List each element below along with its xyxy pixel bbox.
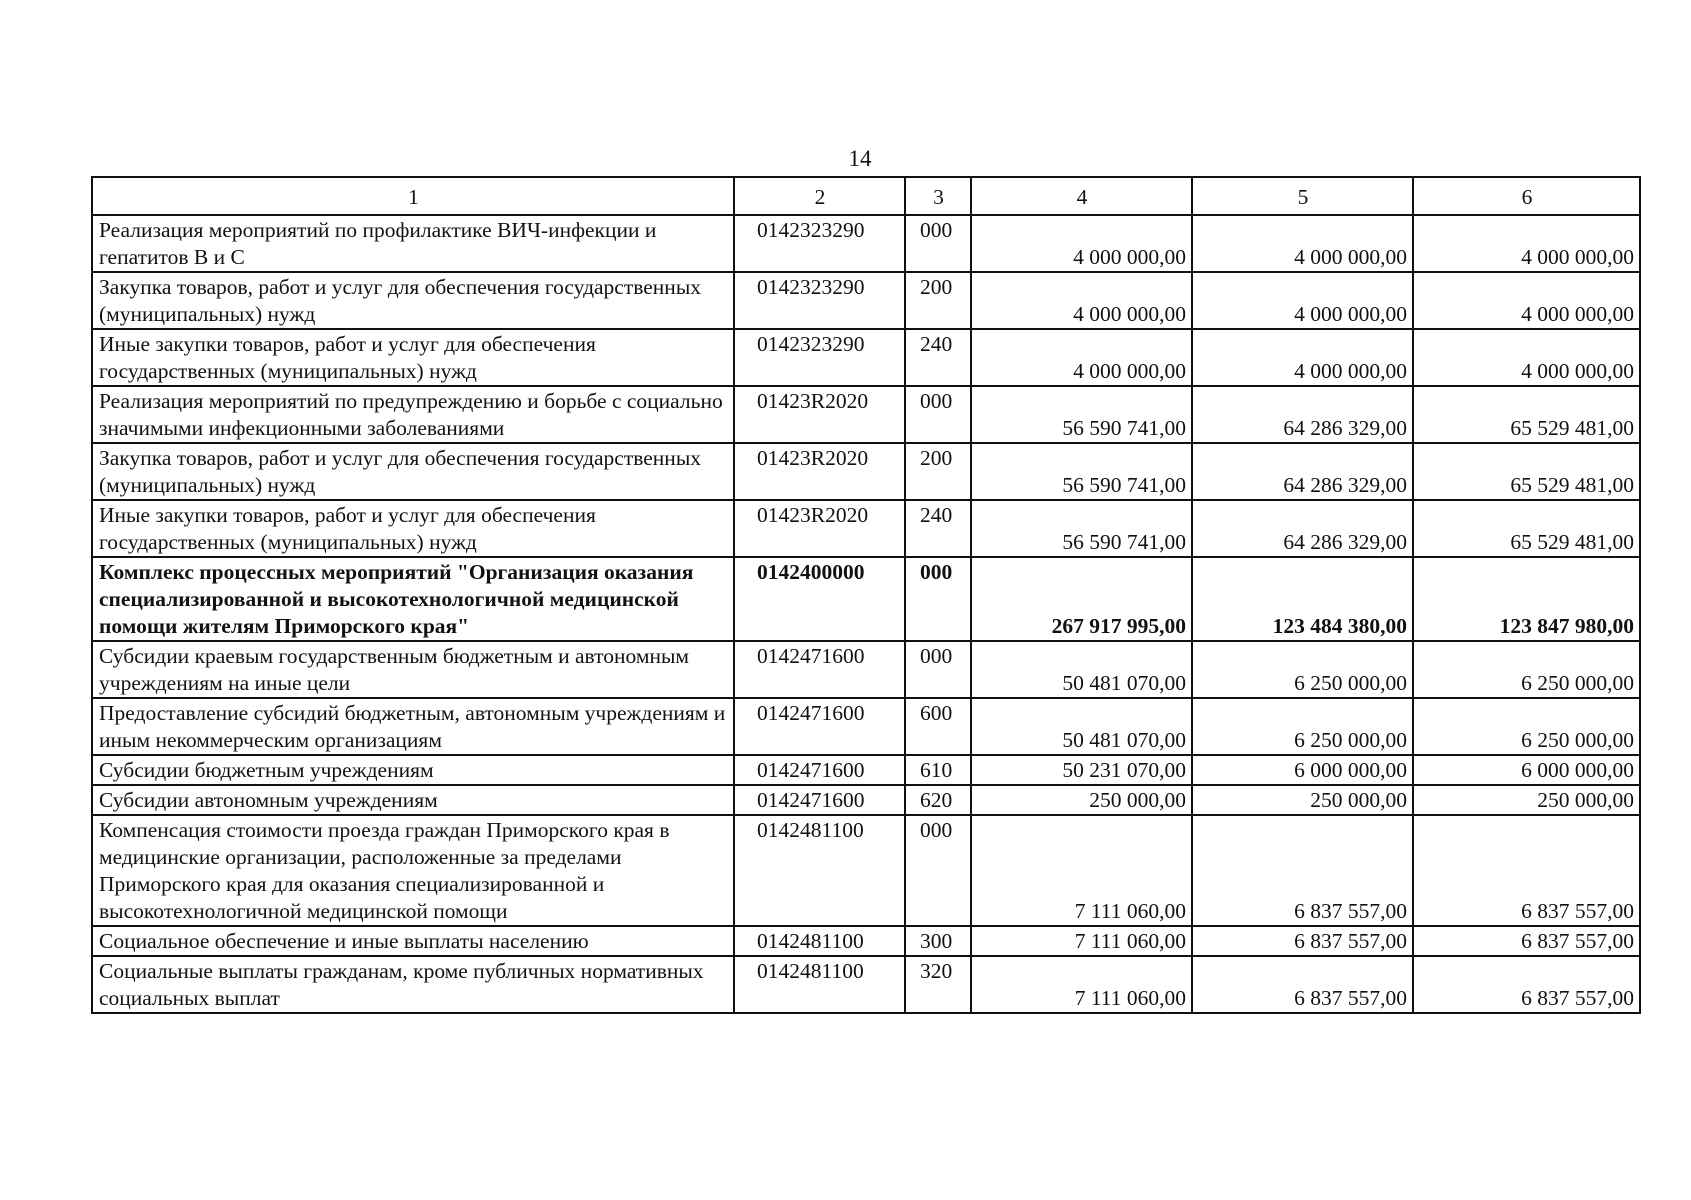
row-value-2025-cell: 4 000 000,00 — [1413, 329, 1640, 386]
row-value-2023-cell: 56 590 741,00 — [971, 500, 1192, 557]
row-value-2024-cell: 6 250 000,00 — [1192, 698, 1413, 755]
row-code-cell: 0142323290 — [734, 272, 905, 329]
header-col-5: 5 — [1192, 177, 1413, 215]
row-type-cell: 200 — [905, 443, 971, 500]
table-row — [92, 956, 1640, 1013]
row-value-2024-cell: 64 286 329,00 — [1192, 500, 1413, 557]
row-value-2025-cell: 6 250 000,00 — [1413, 698, 1640, 755]
table-row — [92, 815, 1640, 926]
row-value-2024-cell: 64 286 329,00 — [1192, 386, 1413, 443]
row-type-cell: 000 — [905, 815, 971, 926]
row-value-2023-cell: 250 000,00 — [971, 785, 1192, 815]
row-name-cell: Иные закупки товаров, работ и услуг для обеспечения государственных (муниципальных) нужд — [92, 500, 734, 557]
row-type-cell: 000 — [905, 386, 971, 443]
row-value-2024-cell: 6 000 000,00 — [1192, 755, 1413, 785]
row-code-cell: 01423R2020 — [734, 386, 905, 443]
row-code-cell: 01423R2020 — [734, 443, 905, 500]
row-code-cell: 0142471600 — [734, 641, 905, 698]
table-row — [92, 386, 1640, 443]
row-code-cell: 0142323290 — [734, 329, 905, 386]
row-value-2025-cell: 65 529 481,00 — [1413, 443, 1640, 500]
row-code-cell: 0142481100 — [734, 815, 905, 926]
row-name-cell: Предоставление субсидий бюджетным, автономным учреждениям и иным некоммерческим организациям — [92, 698, 734, 755]
row-type-cell: 000 — [905, 215, 971, 272]
row-value-2025-cell: 123 847 980,00 — [1413, 557, 1640, 641]
row-value-2024-cell: 6 837 557,00 — [1192, 815, 1413, 926]
row-value-2023-cell: 50 481 070,00 — [971, 641, 1192, 698]
table-row — [92, 443, 1640, 500]
row-name-cell: Социальное обеспечение и иные выплаты населению — [92, 926, 734, 956]
row-name-cell: Субсидии бюджетным учреждениям — [92, 755, 734, 785]
row-value-2024-cell: 6 837 557,00 — [1192, 956, 1413, 1013]
header-col-6: 6 — [1413, 177, 1640, 215]
row-value-2025-cell: 6 837 557,00 — [1413, 956, 1640, 1013]
row-value-2025-cell: 6 250 000,00 — [1413, 641, 1640, 698]
row-value-2023-cell: 4 000 000,00 — [971, 215, 1192, 272]
row-name-cell: Реализация мероприятий по профилактике ВИЧ-инфекции и гепатитов В и С — [92, 215, 734, 272]
row-name-cell: Закупка товаров, работ и услуг для обеспечения государственных (муниципальных) нужд — [92, 443, 734, 500]
row-value-2024-cell: 4 000 000,00 — [1192, 329, 1413, 386]
budget-table — [91, 176, 1641, 1014]
row-code-cell: 0142471600 — [734, 755, 905, 785]
row-value-2024-cell: 250 000,00 — [1192, 785, 1413, 815]
header-col-1: 1 — [92, 177, 734, 215]
table-row — [92, 785, 1640, 815]
row-type-cell: 600 — [905, 698, 971, 755]
row-value-2023-cell: 7 111 060,00 — [971, 815, 1192, 926]
table-row — [92, 641, 1640, 698]
row-value-2023-cell: 50 481 070,00 — [971, 698, 1192, 755]
row-name-cell: Субсидии краевым государственным бюджетным и автономным учреждениям на иные цели — [92, 641, 734, 698]
row-name-cell: Комплекс процессных мероприятий "Организация оказания специализированной и высокотехнологичной медицинской помощи жителям Приморского края" — [92, 557, 734, 641]
row-value-2023-cell: 4 000 000,00 — [971, 272, 1192, 329]
row-value-2025-cell: 4 000 000,00 — [1413, 215, 1640, 272]
page-number: 14 — [848, 146, 872, 171]
row-code-cell: 0142481100 — [734, 956, 905, 1013]
row-value-2023-cell: 4 000 000,00 — [971, 329, 1192, 386]
header-col-3: 3 — [905, 177, 971, 215]
row-type-cell: 240 — [905, 329, 971, 386]
row-value-2024-cell: 64 286 329,00 — [1192, 443, 1413, 500]
table-row — [92, 329, 1640, 386]
row-type-cell: 620 — [905, 785, 971, 815]
row-value-2025-cell: 6 837 557,00 — [1413, 926, 1640, 956]
row-value-2023-cell: 7 111 060,00 — [971, 926, 1192, 956]
table-row — [92, 500, 1640, 557]
row-code-cell: 0142471600 — [734, 698, 905, 755]
header-col-4: 4 — [971, 177, 1192, 215]
row-type-cell: 240 — [905, 500, 971, 557]
table-row — [92, 272, 1640, 329]
row-type-cell: 000 — [905, 557, 971, 641]
row-value-2024-cell: 6 250 000,00 — [1192, 641, 1413, 698]
row-code-cell: 0142323290 — [734, 215, 905, 272]
row-value-2023-cell: 267 917 995,00 — [971, 557, 1192, 641]
header-row — [92, 177, 1640, 215]
row-code-cell: 0142400000 — [734, 557, 905, 641]
row-type-cell: 610 — [905, 755, 971, 785]
row-name-cell: Реализация мероприятий по предупреждению и борьбе с социально значимыми инфекционными заболеваниями — [92, 386, 734, 443]
row-code-cell: 01423R2020 — [734, 500, 905, 557]
row-name-cell: Закупка товаров, работ и услуг для обеспечения государственных (муниципальных) нужд — [92, 272, 734, 329]
row-type-cell: 320 — [905, 956, 971, 1013]
row-value-2023-cell: 56 590 741,00 — [971, 443, 1192, 500]
row-type-cell: 300 — [905, 926, 971, 956]
row-type-cell: 200 — [905, 272, 971, 329]
row-value-2024-cell: 123 484 380,00 — [1192, 557, 1413, 641]
table-row — [92, 698, 1640, 755]
row-name-cell: Компенсация стоимости проезда граждан Приморского края в медицинские организации, расположенные за пределами Приморского края для оказания специализированной и высокотехнологичной медицинской помощи — [92, 815, 734, 926]
row-value-2025-cell: 4 000 000,00 — [1413, 272, 1640, 329]
row-value-2025-cell: 6 837 557,00 — [1413, 815, 1640, 926]
row-value-2024-cell: 4 000 000,00 — [1192, 215, 1413, 272]
table-row — [92, 215, 1640, 272]
table-row — [92, 755, 1640, 785]
table-body — [92, 215, 1640, 1013]
row-value-2023-cell: 7 111 060,00 — [971, 956, 1192, 1013]
row-name-cell: Социальные выплаты гражданам, кроме публичных нормативных социальных выплат — [92, 956, 734, 1013]
row-value-2024-cell: 6 837 557,00 — [1192, 926, 1413, 956]
row-code-cell: 0142481100 — [734, 926, 905, 956]
header-col-2: 2 — [734, 177, 905, 215]
row-value-2025-cell: 65 529 481,00 — [1413, 386, 1640, 443]
row-value-2024-cell: 4 000 000,00 — [1192, 272, 1413, 329]
row-value-2023-cell: 56 590 741,00 — [971, 386, 1192, 443]
row-value-2023-cell: 50 231 070,00 — [971, 755, 1192, 785]
row-value-2025-cell: 6 000 000,00 — [1413, 755, 1640, 785]
row-value-2025-cell: 250 000,00 — [1413, 785, 1640, 815]
row-value-2025-cell: 65 529 481,00 — [1413, 500, 1640, 557]
row-code-cell: 0142471600 — [734, 785, 905, 815]
row-name-cell: Иные закупки товаров, работ и услуг для обеспечения государственных (муниципальных) нужд — [92, 329, 734, 386]
table-row — [92, 926, 1640, 956]
row-type-cell: 000 — [905, 641, 971, 698]
table-row — [92, 557, 1640, 641]
row-name-cell: Субсидии автономным учреждениям — [92, 785, 734, 815]
